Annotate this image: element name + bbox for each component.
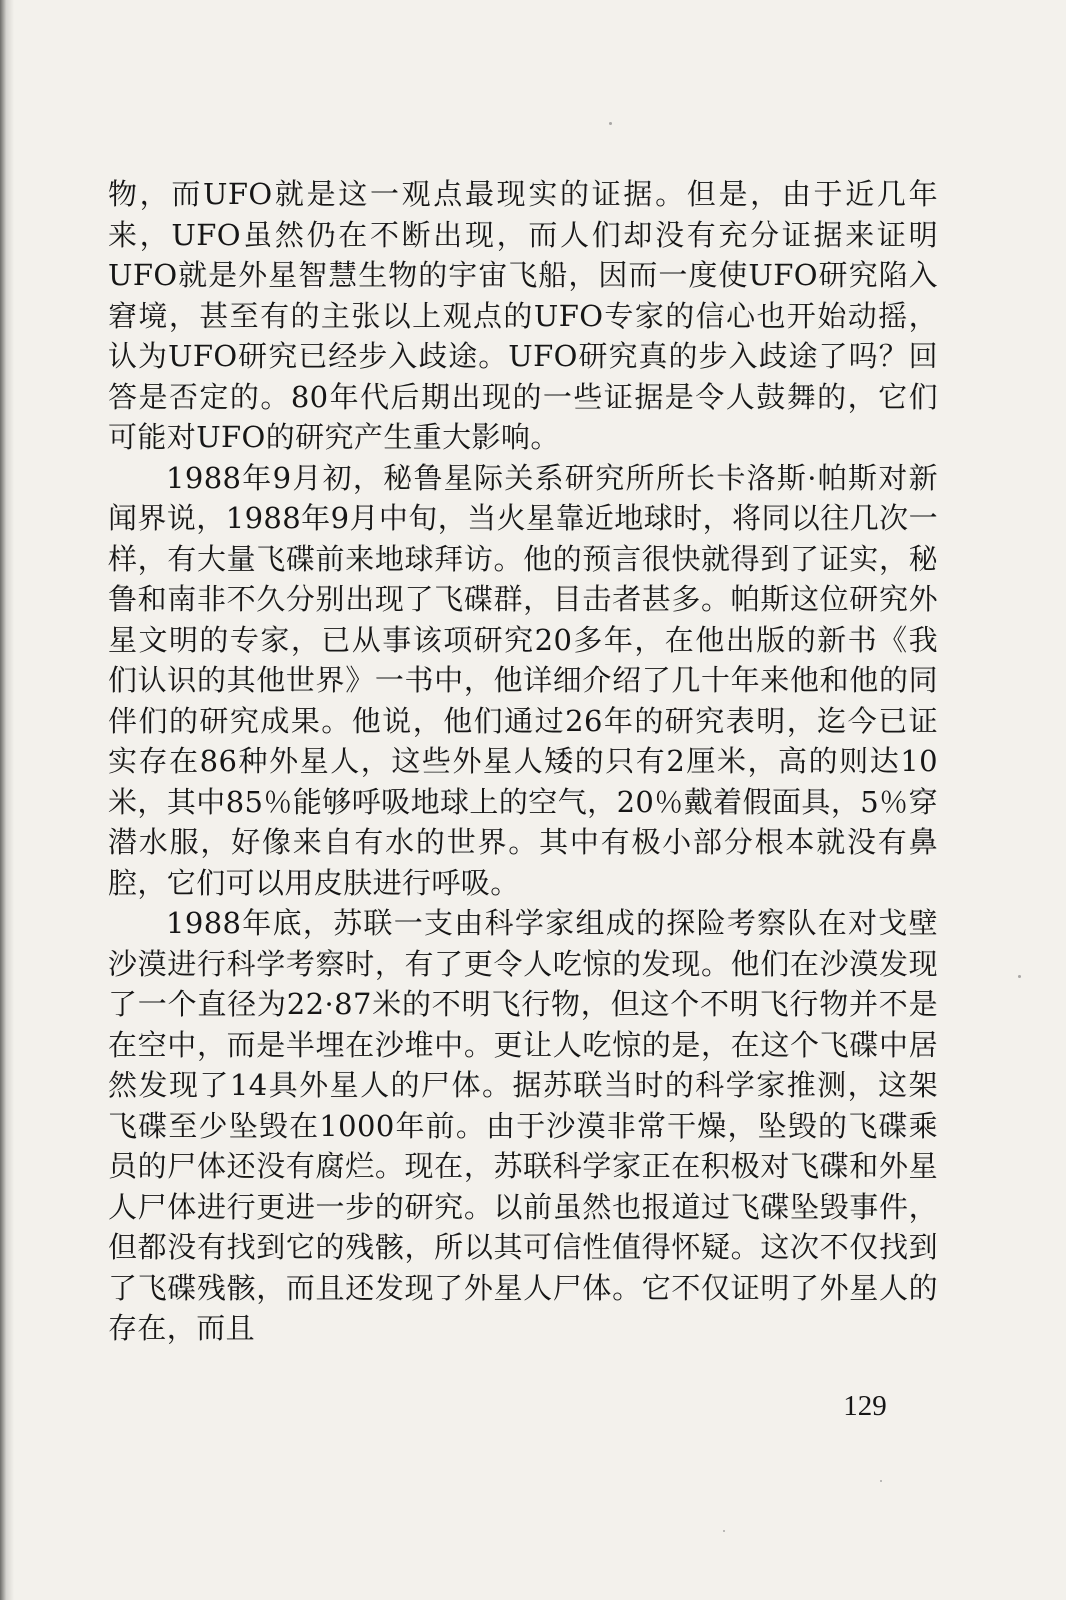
scan-speck [880, 1480, 882, 1482]
body-text [108, 174, 938, 1349]
paragraph: 物，而UFO就是这一观点最现实的证据。但是，由于近几年来，UFO虽然仍在不断出现，而人们却没有充分证据来证明UFO就是外星智慧生物的宇宙飞船，因而一度使UFO研究陷入窘境，甚至有的主张以上观点的UFO专家的信心也开始动摇，认为UFO研究已经步入歧途。UFO研究真的步入歧途了吗？回答是否定的。80年代后期出现的一些证据是令人鼓舞的，它们可能对UFO的研究产生重大影响。 [108, 177, 938, 454]
page-number: 129 [843, 1390, 887, 1422]
scan-speck [723, 1530, 725, 1532]
paragraph: 1988年9月初，秘鲁星际关系研究所所长卡洛斯·帕斯对新闻界说，1988年9月中旬，当火星靠近地球时，将同以往几次一样，有大量飞碟前来地球拜访。他的预言很快就得到了证实，秘鲁和南非不久分别出现了飞碟群，目击者甚多。帕斯这位研究外星文明的专家，已从事该项研究20多年，在他出版的新书《我们认识的其他世界》一书中，他详细介绍了几十年来他和他的同伴们的研究成果。他说，他们通过26年的研究表明，迄今已证实存在86种外星人，这些外星人矮的只有2厘米，高的则达10米，其中85％能够呼吸地球上的空气，20％戴着假面具，5％穿潜水服，好像来自有水的世界。其中有极小部分根本就没有鼻腔，它们可以用皮肤进行呼吸。 [108, 460, 938, 900]
scan-speck [609, 122, 612, 125]
scan-edge-shadow [0, 0, 14, 1600]
paragraph: 1988年底，苏联一支由科学家组成的探险考察队在对戈壁沙漠进行科学考察时，有了更令人吃惊的发现。他们在沙漠发现了一个直径为22·87米的不明飞行物，但这个不明飞行物并不是在空中，而是半埋在沙堆中。更让人吃惊的是，在这个飞碟中居然发现了14具外星人的尸体。据苏联当时的科学家推测，这架飞碟至少坠毁在1000年前。由于沙漠非常干燥，坠毁的飞碟乘员的尸体还没有腐烂。现在，苏联科学家正在积极对飞碟和外星人尸体进行更进一步的研究。以前虽然也报道过飞碟坠毁事件，但都没有找到它的残骸，所以其可信性值得怀疑。这次不仅找到了飞碟残骸，而且还发现了外星人尸体。它不仅证明了外星人的存在，而且 [108, 906, 938, 1345]
scan-speck [1018, 975, 1021, 978]
